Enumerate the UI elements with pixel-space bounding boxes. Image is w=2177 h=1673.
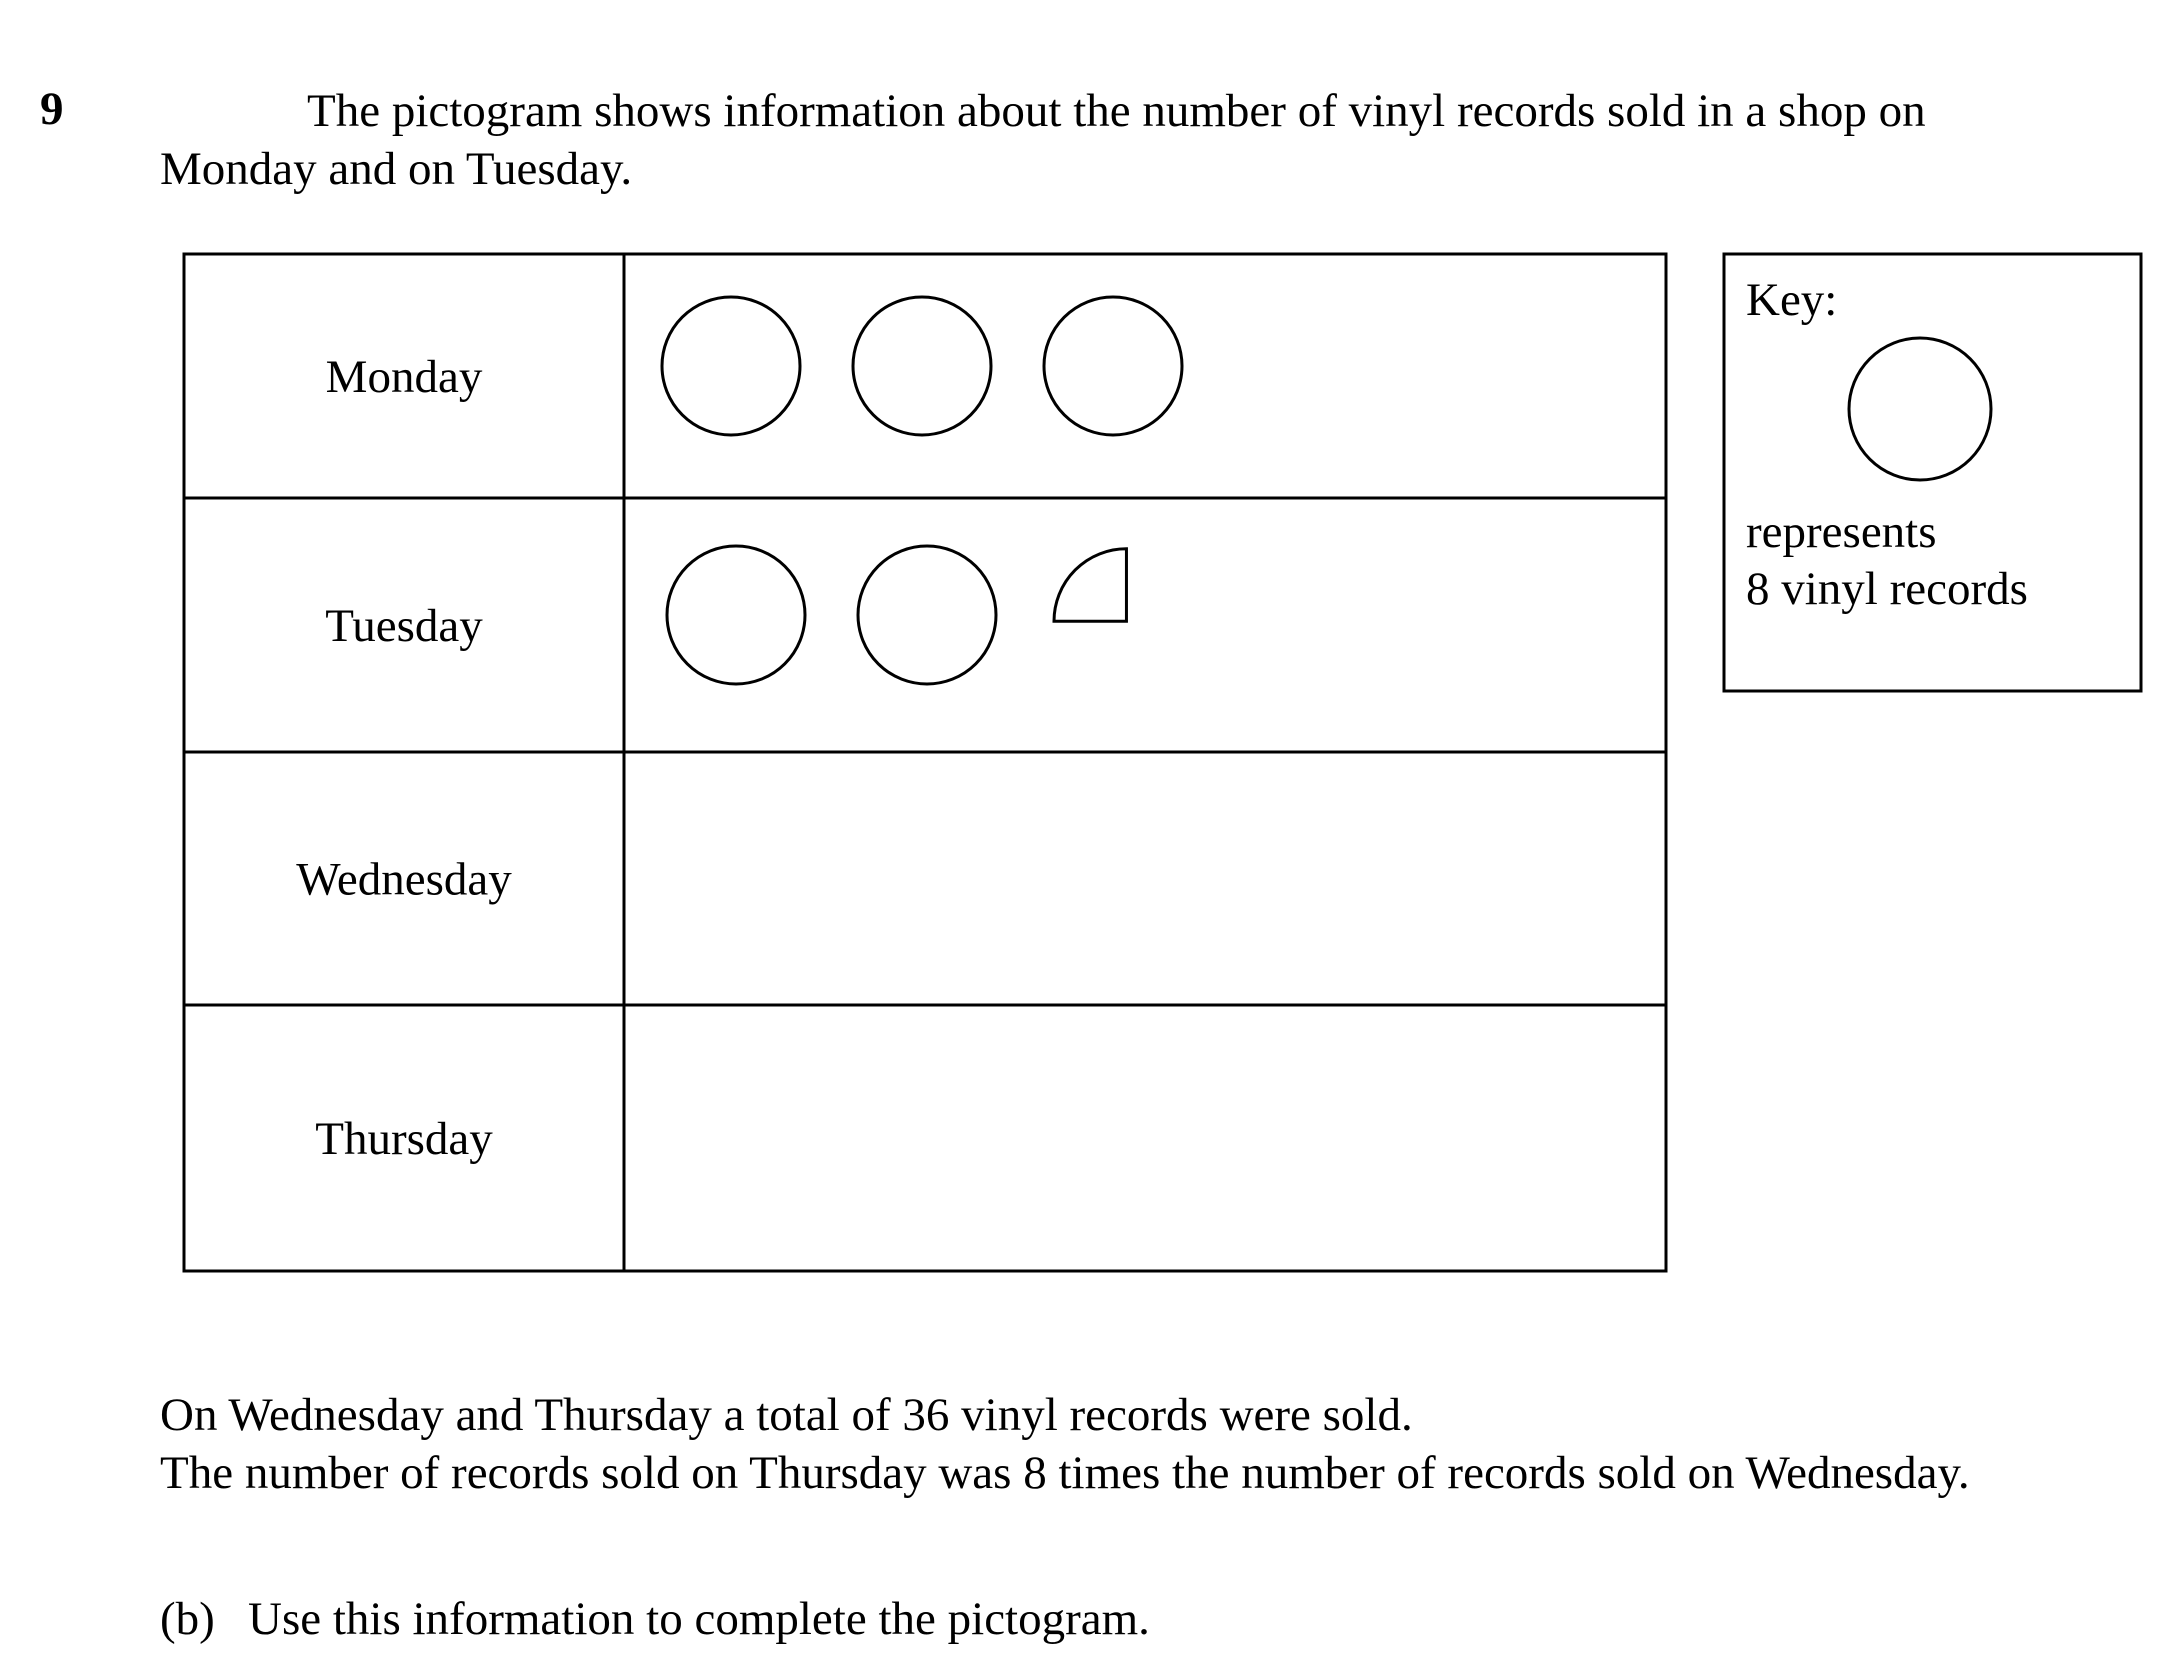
pictogram-key [1724,254,2141,691]
key-symbol-circle [1849,338,1991,480]
information-text [160,1386,2060,1502]
record-symbol-circle [667,546,805,684]
record-symbol-circle [858,546,996,684]
key-line-2: 8 vinyl records [1746,563,2028,615]
part-b-text: Use this information to complete the pictogram. [248,1593,1150,1645]
key-title: Key: [1746,274,1838,326]
pictogram-labels [296,351,512,1165]
row-label-thursday: Thursday [315,1113,493,1165]
record-symbol-circle [1044,297,1182,435]
pictogram-symbols [662,297,1182,684]
record-symbol-circle [853,297,991,435]
info-line-1: On Wednesday and Thursday a total of 36 vinyl records were sold. [160,1389,1413,1441]
info-line-2: The number of records sold on Thursday was 8 times the number of records sold on Wednesday. [160,1447,1970,1499]
record-symbol-quarter [1054,549,1126,621]
key-line-1: represents [1746,506,1937,558]
row-label-tuesday: Tuesday [325,600,483,652]
row-label-wednesday: Wednesday [296,853,512,906]
part-b-label: (b) [160,1593,215,1645]
question-intro: The pictogram shows information about the number of vinyl records sold in a shop on Monday and on Tuesday. [160,85,1926,195]
part-b-question [160,1590,2060,1648]
question-number: 9 [40,83,64,135]
row-label-monday: Monday [325,351,483,403]
record-symbol-circle [662,297,800,435]
